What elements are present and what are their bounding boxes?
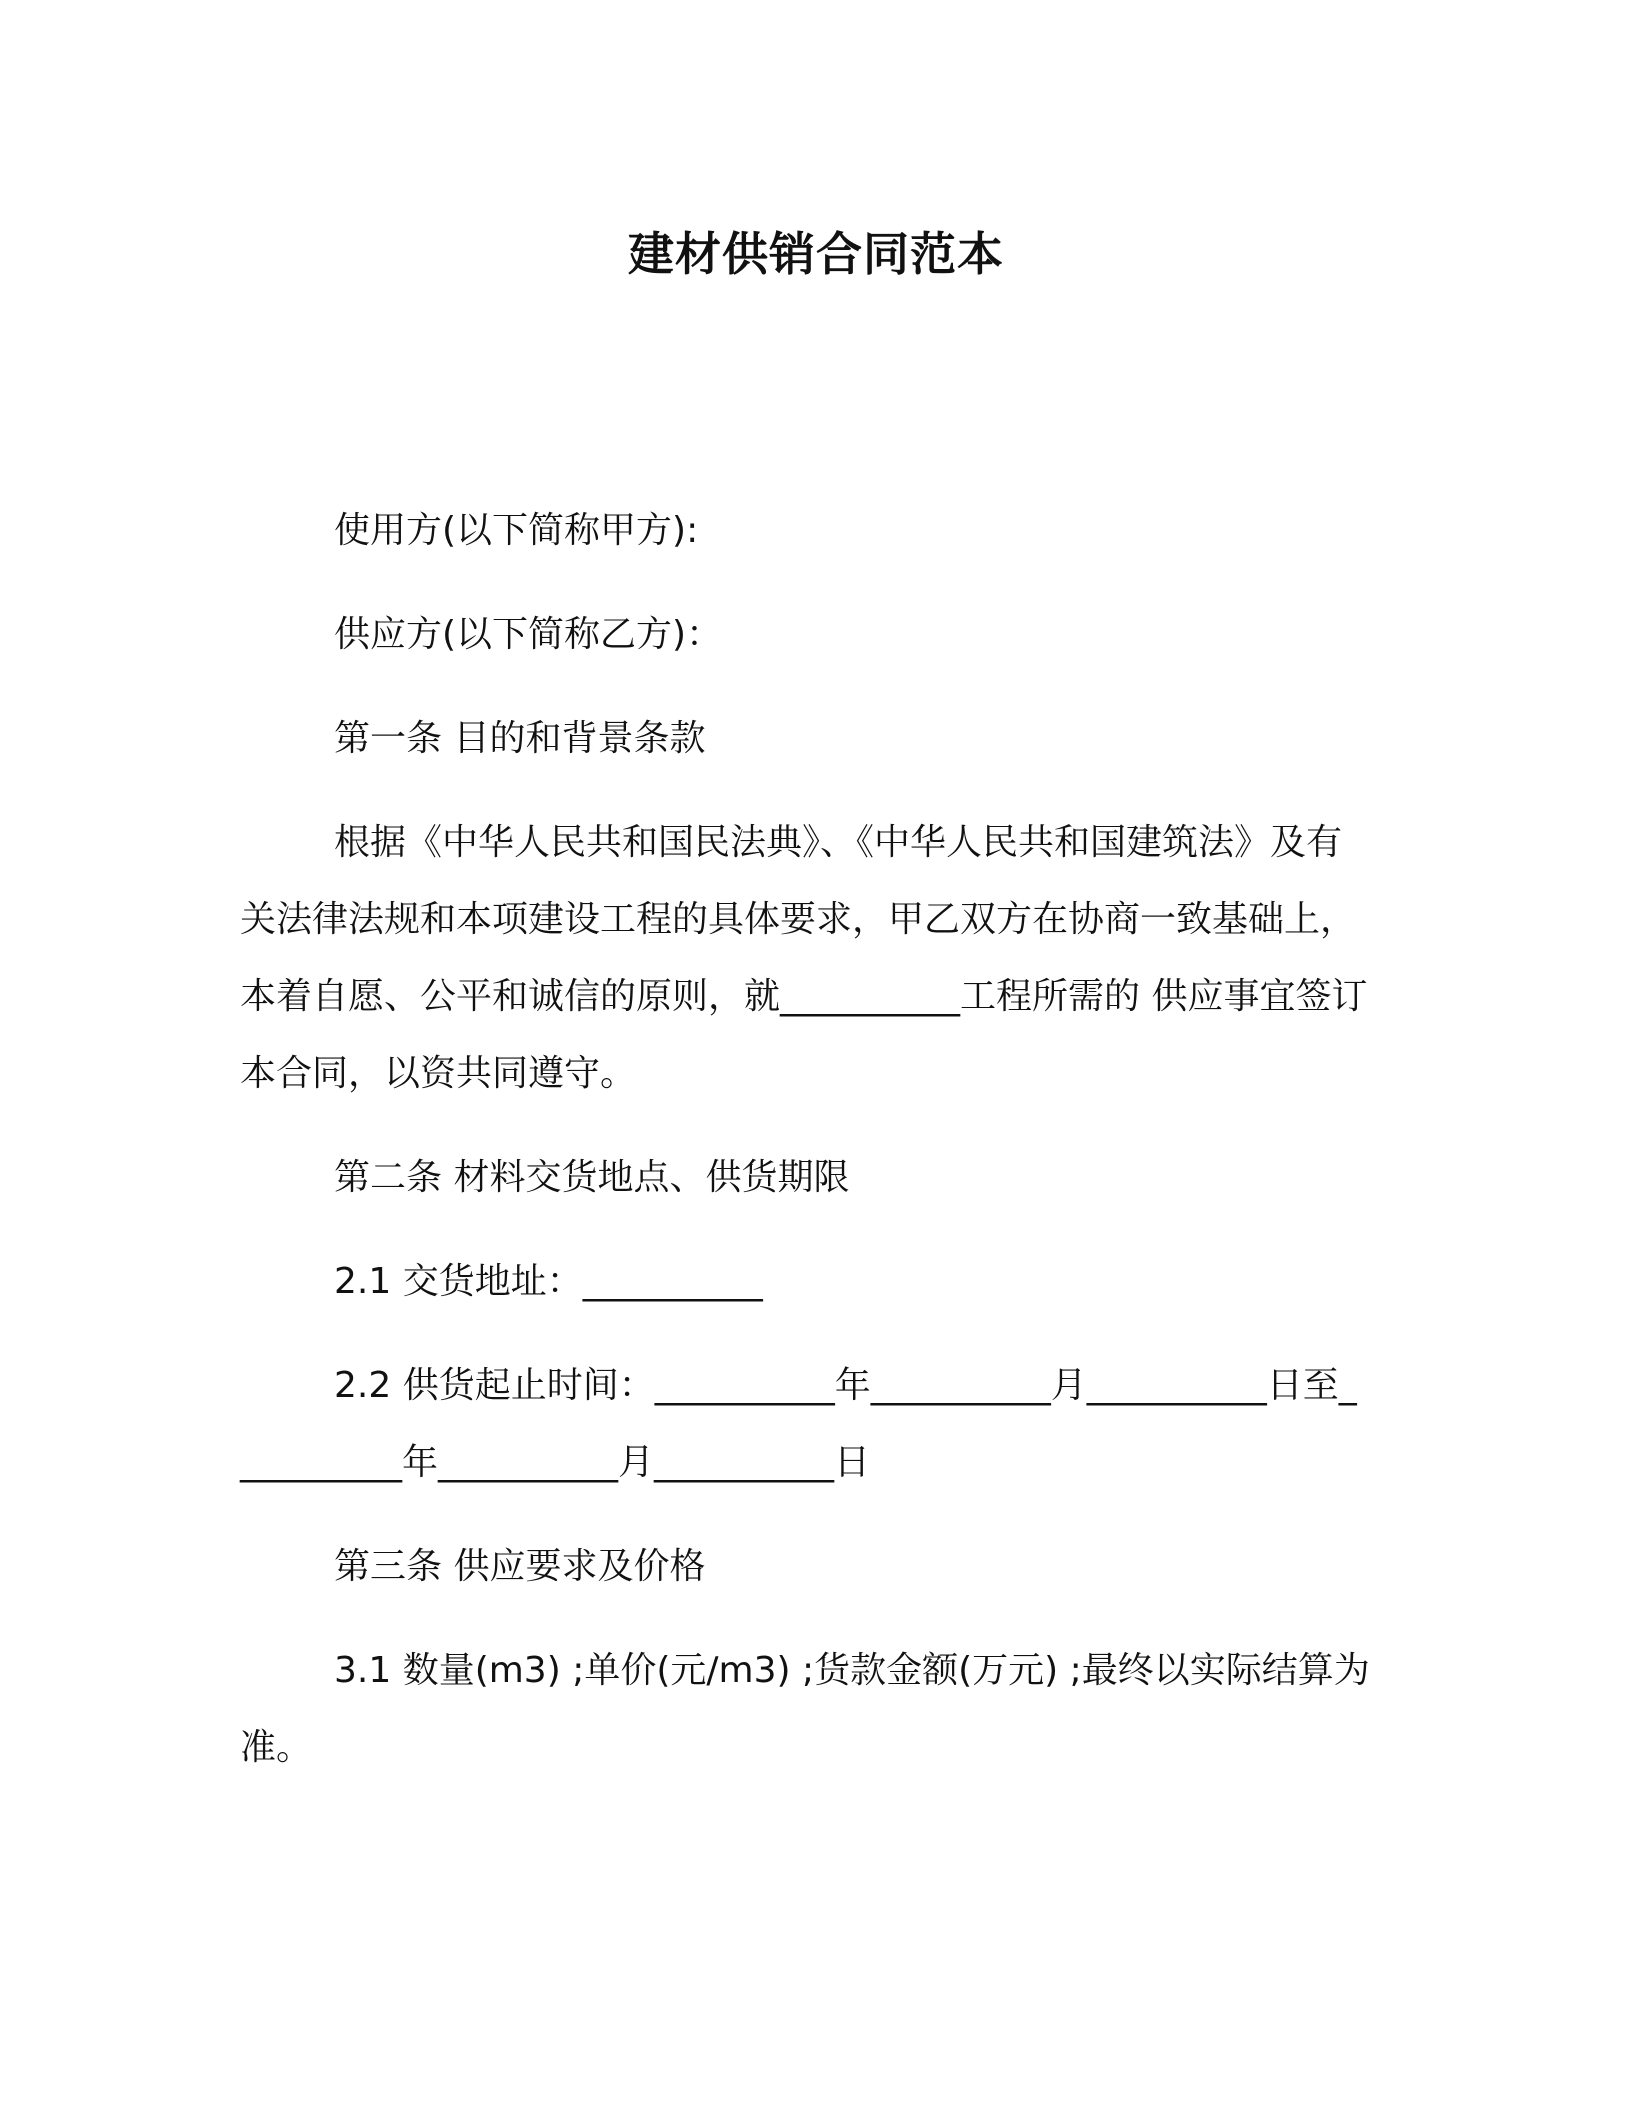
document-body <box>240 492 1372 1813</box>
article-1-heading: 第一条 目的和背景条款 <box>334 718 706 759</box>
party-a-line: 使用方(以下简称甲方): <box>334 510 699 551</box>
supply-period-line: 2.2 供货起止时间：__________年__________月__________日至__________年__________月__________日 <box>240 1365 1357 1483</box>
article-1-text: 根据《中华人民共和国民法典》、《中华人民共和国建筑法》及有关法律法规和本项建设工程的具体要求，甲乙双方在协商一致基础上，本着自愿、公平和诚信的原则，就__________工程所需的 供应事宜签订本合同，以资共同遵守。 <box>240 822 1368 1094</box>
quantity-price-line: 3.1 数量(m3) ;单价(元/m3) ;货款金额(万元) ;最终以实际结算为准。 <box>240 1650 1370 1768</box>
article-2-heading: 第二条 材料交货地点、供货期限 <box>334 1157 850 1198</box>
article-3-heading: 第三条 供应要求及价格 <box>334 1546 706 1587</box>
party-b-line: 供应方(以下简称乙方)： <box>334 614 723 655</box>
document-title: 建材供销合同范本 <box>628 227 1004 281</box>
delivery-address-line: 2.1 交货地址：__________ <box>334 1261 763 1302</box>
